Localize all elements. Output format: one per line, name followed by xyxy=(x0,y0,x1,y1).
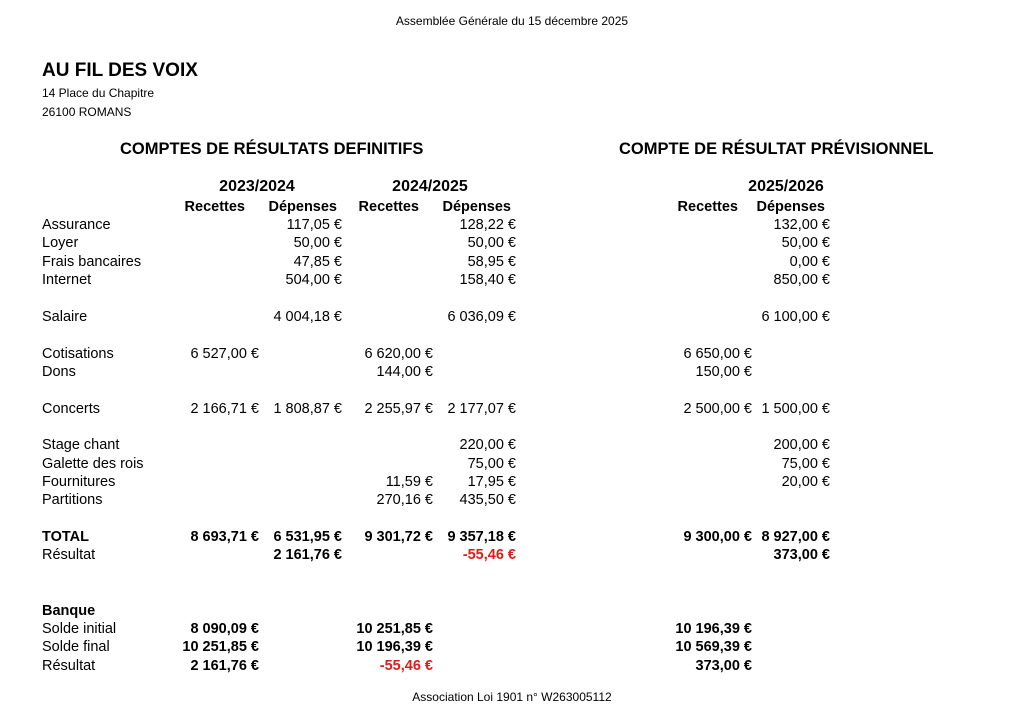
table-row-value: 50,00 € xyxy=(293,235,342,251)
table-row-label: Concerts xyxy=(42,401,101,417)
table-row-value: 11,59 € xyxy=(385,474,433,490)
table-row-value: 6 650,00 € xyxy=(683,346,752,362)
table-row-value: 2 166,71 € xyxy=(190,401,259,417)
table-row-value: 1 808,87 € xyxy=(273,401,342,417)
total-row-value: 8 927,00 € xyxy=(761,529,830,545)
table-row-value: 75,00 € xyxy=(781,456,830,472)
income-column-header: Recettes xyxy=(358,199,419,215)
table-row-value: 850,00 € xyxy=(773,272,830,288)
table-row-value: 117,05 € xyxy=(286,217,342,233)
table-row-value: 58,95 € xyxy=(467,254,516,270)
bank-section-title: Banque xyxy=(42,603,96,619)
result-row-value: 373,00 € xyxy=(773,547,830,563)
table-row-value: 200,00 € xyxy=(773,437,830,453)
footer-registration: Association Loi 1901 n° W263005112 xyxy=(412,690,612,704)
table-row-label: Salaire xyxy=(42,309,88,325)
expense-column-header: Dépenses xyxy=(268,199,337,215)
bank-row-value: 373,00 € xyxy=(695,658,752,674)
expense-column-header: Dépenses xyxy=(442,199,511,215)
table-row-label: Cotisations xyxy=(42,346,114,362)
address-line-2: 26100 ROMANS xyxy=(42,105,132,119)
table-row-value: 50,00 € xyxy=(781,235,830,251)
year-heading: 2023/2024 xyxy=(219,178,295,195)
total-row-value: 9 300,00 € xyxy=(683,529,752,545)
table-row-value: 4 004,18 € xyxy=(273,309,342,325)
table-row-value: 435,50 € xyxy=(459,492,516,508)
bank-row-value: 10 251,85 € xyxy=(182,639,259,655)
bank-row-value: 10 251,85 € xyxy=(356,621,433,637)
bank-row-value: -55,46 € xyxy=(379,658,433,674)
total-row-value: 8 693,71 € xyxy=(190,529,259,545)
year-heading: 2025/2026 xyxy=(748,178,824,195)
table-row-value: 17,95 € xyxy=(467,474,516,490)
total-row-value: 9 357,18 € xyxy=(447,529,516,545)
table-row-value: 20,00 € xyxy=(781,474,830,490)
table-row-value: 158,40 € xyxy=(459,272,516,288)
expense-column-header: Dépenses xyxy=(756,199,825,215)
table-row-label: Internet xyxy=(42,272,92,288)
table-row-value: 6 527,00 € xyxy=(190,346,259,362)
table-row-label: Stage chant xyxy=(42,437,120,453)
table-row-value: 150,00 € xyxy=(695,364,752,380)
table-row-value: 2 500,00 € xyxy=(683,401,752,417)
total-row-label: TOTAL xyxy=(42,529,89,545)
income-column-header: Recettes xyxy=(184,199,245,215)
table-row-value: 50,00 € xyxy=(467,235,516,251)
table-row-label: Frais bancaires xyxy=(42,254,142,270)
table-row-value: 75,00 € xyxy=(467,456,516,472)
result-row-value: 2 161,76 € xyxy=(273,547,342,563)
forecast-account-title: COMPTE DE RÉSULTAT PRÉVISIONNEL xyxy=(619,140,934,158)
table-row-label: Partitions xyxy=(42,492,103,508)
organization-name: AU FIL DES VOIX xyxy=(42,60,198,81)
address-line-1: 14 Place du Chapitre xyxy=(42,86,155,100)
table-row-value: 128,22 € xyxy=(459,217,516,233)
table-row-value: 1 500,00 € xyxy=(761,401,830,417)
bank-row-value: 10 569,39 € xyxy=(675,639,752,655)
bank-row-value: 2 161,76 € xyxy=(190,658,259,674)
table-row-value: 270,16 € xyxy=(376,492,433,508)
bank-row-value: 8 090,09 € xyxy=(190,621,259,637)
table-row-value: 2 177,07 € xyxy=(447,401,516,417)
bank-row-label: Solde final xyxy=(42,639,110,655)
bank-row-label: Résultat xyxy=(42,658,96,674)
table-row-value: 6 100,00 € xyxy=(761,309,830,325)
table-row-label: Galette des rois xyxy=(42,456,144,472)
meeting-header: Assemblée Générale du 15 décembre 2025 xyxy=(395,14,629,28)
table-row-value: 504,00 € xyxy=(285,272,342,288)
table-row-label: Assurance xyxy=(42,217,111,233)
table-row-label: Loyer xyxy=(42,235,79,251)
definitive-accounts-title: COMPTES DE RÉSULTATS DEFINITIFS xyxy=(120,140,424,158)
result-row-label: Résultat xyxy=(42,547,96,563)
table-row-label: Fournitures xyxy=(42,474,116,490)
table-row-value: 6 620,00 € xyxy=(364,346,433,362)
year-heading: 2024/2025 xyxy=(392,178,468,195)
result-row-value: -55,46 € xyxy=(462,547,516,563)
table-row-value: 0,00 € xyxy=(789,254,830,270)
total-row-value: 9 301,72 € xyxy=(364,529,433,545)
income-column-header: Recettes xyxy=(677,199,738,215)
bank-row-label: Solde initial xyxy=(42,621,117,637)
table-row-label: Dons xyxy=(42,364,76,380)
table-row-value: 220,00 € xyxy=(459,437,516,453)
table-row-value: 47,85 € xyxy=(293,254,342,270)
total-row-value: 6 531,95 € xyxy=(273,529,342,545)
table-row-value: 144,00 € xyxy=(376,364,433,380)
table-row-value: 2 255,97 € xyxy=(364,401,433,417)
bank-row-value: 10 196,39 € xyxy=(675,621,752,637)
bank-row-value: 10 196,39 € xyxy=(356,639,433,655)
table-row-value: 6 036,09 € xyxy=(447,309,516,325)
table-row-value: 132,00 € xyxy=(773,217,830,233)
